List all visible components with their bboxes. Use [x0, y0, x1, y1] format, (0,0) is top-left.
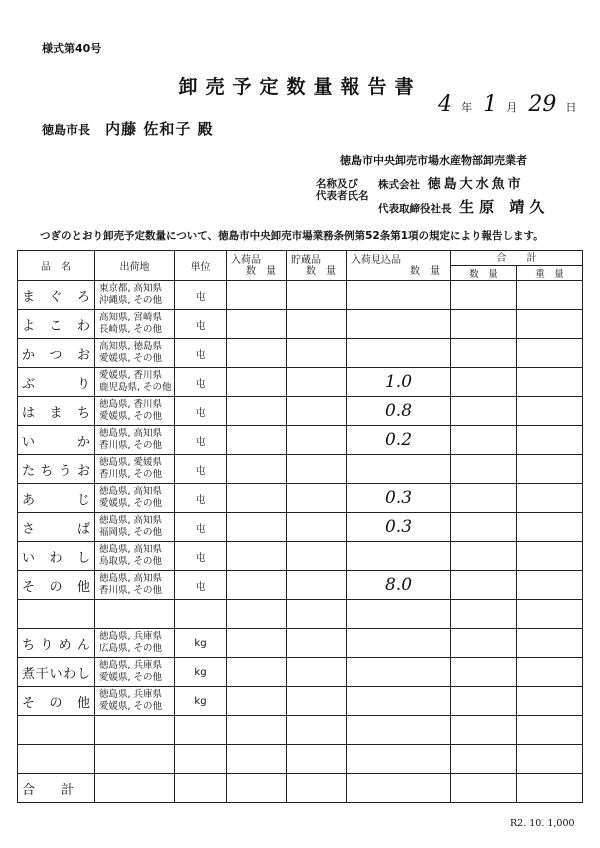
- total-cell[interactable]: [451, 716, 583, 745]
- expected-qty-cell[interactable]: [347, 368, 451, 397]
- item-name-text: さ ば: [22, 521, 90, 537]
- expected-qty-cell[interactable]: [347, 397, 451, 426]
- item-name: [18, 571, 95, 600]
- item-name-text: あ じ: [22, 492, 90, 508]
- header-expected-1: 入荷見込品: [351, 254, 401, 266]
- header-arrival-1: 入荷品: [231, 254, 261, 266]
- origin-cell: [95, 571, 175, 600]
- unit-text: 屯: [195, 552, 206, 564]
- storage-qty-cell[interactable]: [287, 310, 347, 339]
- item-name-text: そ の 他: [22, 695, 90, 711]
- origin-line-1: 高知県, 徳島県: [99, 341, 163, 352]
- item-name: [18, 455, 95, 484]
- expected-qty-cell[interactable]: [347, 310, 451, 339]
- storage-qty-cell[interactable]: [287, 484, 347, 513]
- origin-cell: [95, 716, 175, 745]
- unit-text: kg: [194, 637, 207, 649]
- origin-line-1: 東京都, 高知県: [99, 283, 163, 294]
- company-prefix: 株式会社: [378, 179, 420, 191]
- unit-text: 屯: [195, 320, 206, 332]
- item-name: [18, 339, 95, 368]
- expected-qty-cell[interactable]: [347, 629, 451, 658]
- table-row: [18, 484, 583, 513]
- header-total: [451, 251, 583, 281]
- storage-qty-cell[interactable]: [287, 745, 347, 774]
- arrival-qty-cell[interactable]: [227, 426, 287, 455]
- unit-cell: [175, 397, 227, 426]
- total-cell[interactable]: [451, 339, 583, 368]
- origin-line-1: 徳島県, 兵庫県: [99, 660, 163, 671]
- unit-text: 屯: [195, 407, 206, 419]
- table-row: [18, 339, 583, 368]
- origin-line-1: 愛媛県, 香川県: [99, 370, 163, 381]
- origin-line-2: 鹿児島県, その他: [99, 382, 172, 393]
- unit-text: kg: [194, 695, 207, 707]
- total-cell[interactable]: [287, 774, 347, 803]
- expected-qty-value: 0.8: [384, 401, 413, 421]
- arrival-qty-cell[interactable]: [227, 687, 287, 716]
- date-month-label: 月: [506, 101, 518, 114]
- total-cell[interactable]: [451, 542, 583, 571]
- origin-cell: [95, 339, 175, 368]
- item-name-text: ち り め ん: [22, 637, 90, 653]
- origin-cell: [95, 310, 175, 339]
- representative: [378, 196, 549, 217]
- storage-qty-cell[interactable]: [287, 658, 347, 687]
- origin-cell: [95, 368, 175, 397]
- date-month: 1: [483, 92, 498, 117]
- table-row: [18, 513, 583, 542]
- item-name: [18, 629, 95, 658]
- addressee: [42, 118, 214, 139]
- registrant-label-line-2: 代表者氏名: [316, 190, 369, 202]
- header-expected: [347, 251, 451, 281]
- table-row: [18, 542, 583, 571]
- unit-cell: [175, 658, 227, 687]
- unit-cell: [175, 571, 227, 600]
- storage-qty-cell[interactable]: [287, 687, 347, 716]
- unit-cell: [175, 455, 227, 484]
- unit-cell: [175, 310, 227, 339]
- unit-cell: [175, 716, 227, 745]
- origin-line-2: 沖縄県, その他: [99, 295, 163, 306]
- total-cell[interactable]: [451, 484, 583, 513]
- total-cell[interactable]: [451, 687, 583, 716]
- expected-qty-cell[interactable]: [347, 426, 451, 455]
- item-name-text: た ち う お: [22, 463, 90, 479]
- item-name: [18, 310, 95, 339]
- item-name-text: か つ お: [22, 347, 90, 363]
- header-storage-1: 貯蔵品: [291, 254, 321, 266]
- expected-qty-cell[interactable]: [347, 542, 451, 571]
- total-row: [18, 774, 583, 803]
- unit-cell: [175, 542, 227, 571]
- expected-qty-cell[interactable]: [347, 600, 451, 629]
- date-year: 4: [438, 92, 452, 117]
- total-cell[interactable]: [451, 658, 583, 687]
- total-cell[interactable]: [451, 774, 583, 803]
- unit-cell: [175, 339, 227, 368]
- origin-line-2: 愛媛県, その他: [99, 353, 163, 364]
- origin-line-2: 長崎県, その他: [99, 324, 163, 335]
- document-title: 卸売予定数量報告書: [178, 76, 422, 98]
- origin-cell: [95, 687, 175, 716]
- arrival-qty-cell[interactable]: [227, 368, 287, 397]
- storage-qty-cell[interactable]: [287, 368, 347, 397]
- total-cell[interactable]: [451, 281, 583, 310]
- item-name: [18, 281, 95, 310]
- expected-qty-cell[interactable]: [347, 745, 451, 774]
- origin-line-1: 徳島県, 高知県: [99, 573, 163, 584]
- origin-cell: [95, 600, 175, 629]
- total-cell[interactable]: [451, 310, 583, 339]
- origin-line-2: 愛媛県, その他: [99, 672, 163, 683]
- total-cell[interactable]: [451, 600, 583, 629]
- item-name-text: ま ぐ ろ: [22, 289, 90, 305]
- company-name: 徳島大水魚市: [427, 177, 524, 192]
- origin-line-2: 香川県, その他: [99, 440, 163, 451]
- table-row: [18, 310, 583, 339]
- storage-qty-cell[interactable]: [287, 629, 347, 658]
- total-cell[interactable]: [95, 774, 175, 803]
- origin-cell: [95, 397, 175, 426]
- total-cell[interactable]: [451, 397, 583, 426]
- unit-cell: [175, 426, 227, 455]
- expected-qty-cell[interactable]: [347, 455, 451, 484]
- item-name: [18, 368, 95, 397]
- origin-line-1: 徳島県, 高知県: [99, 544, 163, 555]
- origin-line-1: 徳島県, 香川県: [99, 399, 163, 410]
- origin-line-2: 広島県, その他: [99, 643, 163, 654]
- total-label: [18, 774, 95, 803]
- arrival-qty-cell[interactable]: [227, 571, 287, 600]
- expected-qty-cell[interactable]: [347, 716, 451, 745]
- total-cell[interactable]: [451, 455, 583, 484]
- arrival-qty-cell[interactable]: [227, 310, 287, 339]
- arrival-qty-cell[interactable]: [227, 600, 287, 629]
- item-name: [18, 484, 95, 513]
- origin-line-1: 徳島県, 高知県: [99, 486, 163, 497]
- unit-text: kg: [194, 666, 207, 678]
- origin-line-2: 福岡県, その他: [99, 527, 163, 538]
- expected-qty-value: 0.3: [384, 488, 413, 508]
- total-cell[interactable]: [451, 513, 583, 542]
- table-row: [18, 397, 583, 426]
- table-row: [18, 426, 583, 455]
- unit-cell: [175, 368, 227, 397]
- unit-cell: [175, 600, 227, 629]
- origin-line-1: 徳島県, 高知県: [99, 428, 163, 439]
- origin-line-2: 愛媛県, その他: [99, 498, 163, 509]
- rep-name: 生原 靖久: [459, 198, 550, 216]
- expected-qty-value: 0.2: [384, 430, 413, 450]
- expected-qty-value: 1.0: [384, 372, 413, 392]
- table-row: [18, 455, 583, 484]
- unit-cell: [175, 484, 227, 513]
- header-arrival-2: 数 量: [246, 265, 276, 277]
- header-storage-2: 数 量: [306, 265, 336, 277]
- storage-qty-cell[interactable]: [287, 426, 347, 455]
- market-name: 徳島市中央卸売市場水産物部卸売業者: [340, 154, 527, 167]
- item-name-text: い か: [22, 434, 90, 450]
- arrival-qty-cell[interactable]: [227, 339, 287, 368]
- header-total-weight: 重 量: [516, 266, 582, 280]
- report-date: [438, 92, 582, 117]
- header-row: [18, 251, 583, 281]
- addressee-name: 内藤 佐和子 殿: [105, 120, 214, 138]
- item-name-text: は ま ち: [22, 405, 90, 421]
- origin-cell: [95, 513, 175, 542]
- header-item: 品 名: [18, 251, 95, 281]
- unit-cell: [175, 687, 227, 716]
- unit-text: 屯: [195, 349, 206, 361]
- date-day-label: 日: [565, 101, 577, 114]
- expected-qty-cell[interactable]: [347, 281, 451, 310]
- table-row: [18, 658, 583, 687]
- origin-cell: [95, 484, 175, 513]
- table-row: [18, 716, 583, 745]
- intro-text: つぎのとおり卸売予定数量について、徳島市中央卸売市場業務条例第52条第1項の規定により報告します。: [40, 230, 544, 242]
- origin-line-2: 鳥取県, その他: [99, 556, 163, 567]
- header-expected-2: 数 量: [410, 265, 440, 277]
- arrival-qty-cell[interactable]: [227, 484, 287, 513]
- expected-qty-value: 0.3: [384, 517, 413, 537]
- storage-qty-cell[interactable]: [287, 397, 347, 426]
- item-name: [18, 658, 95, 687]
- arrival-qty-cell[interactable]: [227, 629, 287, 658]
- unit-text: 屯: [195, 378, 206, 390]
- origin-cell: [95, 745, 175, 774]
- table-row: [18, 687, 583, 716]
- item-name: [18, 513, 95, 542]
- origin-line-1: 徳島県, 愛媛県: [99, 457, 163, 468]
- storage-qty-cell[interactable]: [287, 455, 347, 484]
- company: [378, 173, 524, 192]
- unit-text: 屯: [195, 523, 206, 535]
- origin-cell: [95, 426, 175, 455]
- header-unit: 単位: [175, 251, 227, 281]
- item-name-text: い わ し: [22, 550, 90, 566]
- registrant-label-line-1: 名称及び: [316, 178, 358, 190]
- storage-qty-cell[interactable]: [287, 571, 347, 600]
- item-name-text: ぶ り: [22, 376, 90, 392]
- origin-line-2: 愛媛県, その他: [99, 701, 163, 712]
- item-name: [18, 716, 95, 745]
- unit-text: 屯: [195, 465, 206, 477]
- expected-qty-cell[interactable]: [347, 687, 451, 716]
- date-day: 29: [528, 92, 557, 117]
- item-name: [18, 745, 95, 774]
- arrival-qty-cell[interactable]: [227, 542, 287, 571]
- header-storage: [287, 251, 347, 281]
- footer-code: R2. 10. 1,000: [510, 818, 575, 829]
- storage-qty-cell[interactable]: [287, 513, 347, 542]
- header-origin: 出荷地: [95, 251, 175, 281]
- storage-qty-cell[interactable]: [287, 716, 347, 745]
- arrival-qty-cell[interactable]: [227, 455, 287, 484]
- unit-cell: [175, 281, 227, 310]
- unit-text: 屯: [195, 581, 206, 593]
- total-cell[interactable]: [451, 368, 583, 397]
- arrival-qty-cell[interactable]: [227, 658, 287, 687]
- arrival-qty-cell[interactable]: [227, 745, 287, 774]
- total-cell[interactable]: [227, 774, 287, 803]
- origin-line-1: 徳島県, 高知県: [99, 515, 163, 526]
- arrival-qty-cell[interactable]: [227, 513, 287, 542]
- origin-line-2: 香川県, その他: [99, 469, 163, 480]
- unit-cell: [175, 745, 227, 774]
- storage-qty-cell[interactable]: [287, 600, 347, 629]
- table-row: [18, 571, 583, 600]
- expected-qty-value: 8.0: [384, 575, 413, 595]
- header-total-label: 合 計: [451, 252, 582, 266]
- total-cell[interactable]: [451, 571, 583, 600]
- rep-title: 代表取締役社長: [378, 203, 452, 215]
- item-name-text: そ の 他: [22, 579, 90, 595]
- storage-qty-cell[interactable]: [287, 339, 347, 368]
- item-name: [18, 397, 95, 426]
- table-row: [18, 629, 583, 658]
- storage-qty-cell[interactable]: [287, 281, 347, 310]
- arrival-qty-cell[interactable]: [227, 716, 287, 745]
- origin-line-1: 徳島県, 兵庫県: [99, 689, 163, 700]
- unit-cell: [175, 513, 227, 542]
- header-arrival: [227, 251, 287, 281]
- origin-cell: [95, 281, 175, 310]
- registrant-label: [316, 178, 369, 202]
- total-cell[interactable]: [451, 426, 583, 455]
- unit-cell: [175, 629, 227, 658]
- origin-cell: [95, 658, 175, 687]
- table-row: [18, 281, 583, 310]
- arrival-qty-cell[interactable]: [227, 397, 287, 426]
- origin-cell: [95, 542, 175, 571]
- expected-qty-cell[interactable]: [347, 658, 451, 687]
- date-year-label: 年: [461, 101, 473, 114]
- total-label-text: 合 計: [22, 782, 75, 798]
- table-row: [18, 745, 583, 774]
- total-cell[interactable]: [347, 774, 451, 803]
- header-total-qty: 数 量: [469, 268, 498, 280]
- item-name: [18, 687, 95, 716]
- origin-cell: [95, 455, 175, 484]
- arrival-qty-cell[interactable]: [227, 281, 287, 310]
- expected-qty-cell[interactable]: [347, 571, 451, 600]
- item-name-text: よ こ わ: [22, 318, 90, 334]
- table-row: [18, 368, 583, 397]
- unit-text: 屯: [195, 291, 206, 303]
- total-cell[interactable]: [175, 774, 227, 803]
- total-cell[interactable]: [451, 629, 583, 658]
- origin-line-2: 香川県, その他: [99, 585, 163, 596]
- item-name: [18, 600, 95, 629]
- quantity-table: [17, 250, 583, 803]
- item-name-text: 煮 干 い わ し: [22, 666, 90, 682]
- unit-text: 屯: [195, 436, 206, 448]
- addressee-title: 徳島市長: [42, 123, 91, 137]
- storage-qty-cell[interactable]: [287, 542, 347, 571]
- expected-qty-cell[interactable]: [347, 484, 451, 513]
- origin-line-1: 徳島県, 兵庫県: [99, 631, 163, 642]
- origin-line-2: 愛媛県, その他: [99, 411, 163, 422]
- origin-line-1: 高知県, 宮崎県: [99, 312, 163, 323]
- expected-qty-cell[interactable]: [347, 513, 451, 542]
- form-number: 様式第40号: [42, 42, 102, 55]
- expected-qty-cell[interactable]: [347, 339, 451, 368]
- item-name: [18, 542, 95, 571]
- item-name: [18, 426, 95, 455]
- total-cell[interactable]: [451, 745, 583, 774]
- origin-cell: [95, 629, 175, 658]
- unit-text: 屯: [195, 494, 206, 506]
- table-row: [18, 600, 583, 629]
